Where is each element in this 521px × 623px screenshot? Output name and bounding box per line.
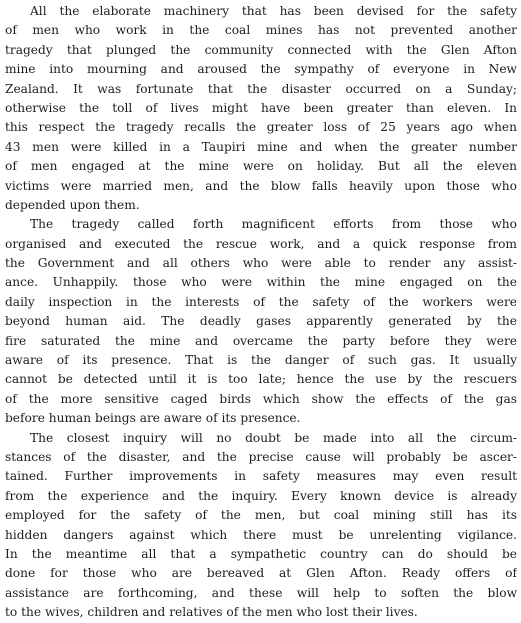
text-line: beyond human aid. The deadly gases apparently generated by the	[5, 314, 517, 329]
text-line: daily inspection in the interests of the safety of the workers were	[5, 294, 517, 309]
text-line: stances of the disaster, and the precise cause will probably be ascer-	[5, 449, 517, 464]
paragraph-3	[5, 429, 517, 623]
text-line: ance. Unhappily. those who were within the mine engaged on the	[5, 275, 517, 290]
text-line: victims were married men, and the blow falls heavily upon those who	[5, 178, 517, 193]
text-line: before human beings are aware of its presence.	[5, 411, 301, 426]
text-line: Zealand. It was fortunate that the disaster occurred on a Sunday;	[5, 81, 517, 96]
text-line: fire saturated the mine and overcame the party before they were	[5, 333, 517, 348]
text-line: 43 men were killed in a Taupiri mine and when the greater number	[5, 139, 517, 154]
text-line: In the meantime all that a sympathetic country can do should be	[5, 546, 517, 561]
text-line: this respect the tragedy recalls the greater loss of 25 years ago when	[5, 120, 517, 135]
text-line: depended upon them.	[5, 197, 140, 212]
text-line: The closest inquiry will no doubt be made into all the circum-	[30, 430, 517, 445]
text-line: The tragedy called forth magnificent efforts from those who	[30, 217, 517, 232]
text-line: organised and executed the rescue work, and a quick response from	[5, 236, 517, 251]
text-line: All the elaborate machinery that has been devised for the safety	[30, 4, 517, 18]
text-line: assistance are forthcoming, and these will help to soften the blow	[5, 585, 517, 600]
text-line: cannot be detected until it is too late; hence the use by the rescuers	[5, 372, 517, 387]
paragraph-1	[5, 2, 517, 215]
text-line: of the more sensitive caged birds which show the effects of the gas	[5, 391, 517, 406]
paragraph-2	[5, 215, 517, 428]
text-line: done for those who are bereaved at Glen Afton. Ready offers of	[5, 566, 517, 581]
text-line: aware of its presence. That is the danger of such gas. It usually	[5, 353, 517, 368]
article-body	[5, 2, 517, 623]
text-line: the Government and all others who were able to render any assist-	[5, 256, 517, 271]
text-line: hidden dangers against which there must be unrelenting vigilance.	[5, 527, 517, 542]
text-line: otherwise the toll of lives might have been greater than eleven. In	[5, 100, 517, 115]
text-line: tragedy that plunged the community connected with the Glen Afton	[5, 42, 517, 57]
text-line: from the experience and the inquiry. Every known device is already	[5, 488, 517, 503]
text-line: tained. Further improvements in safety measures may even result	[5, 469, 517, 484]
text-line: to the wives, children and relatives of the men who lost their lives.	[5, 605, 418, 620]
text-line: of men engaged at the mine were on holiday. But all the eleven	[5, 159, 517, 174]
text-line: mine into mourning and aroused the sympathy of everyone in New	[5, 62, 517, 77]
text-line: employed for the safety of the men, but coal mining still has its	[5, 508, 517, 523]
text-line: of men who work in the coal mines has not prevented another	[5, 23, 517, 38]
